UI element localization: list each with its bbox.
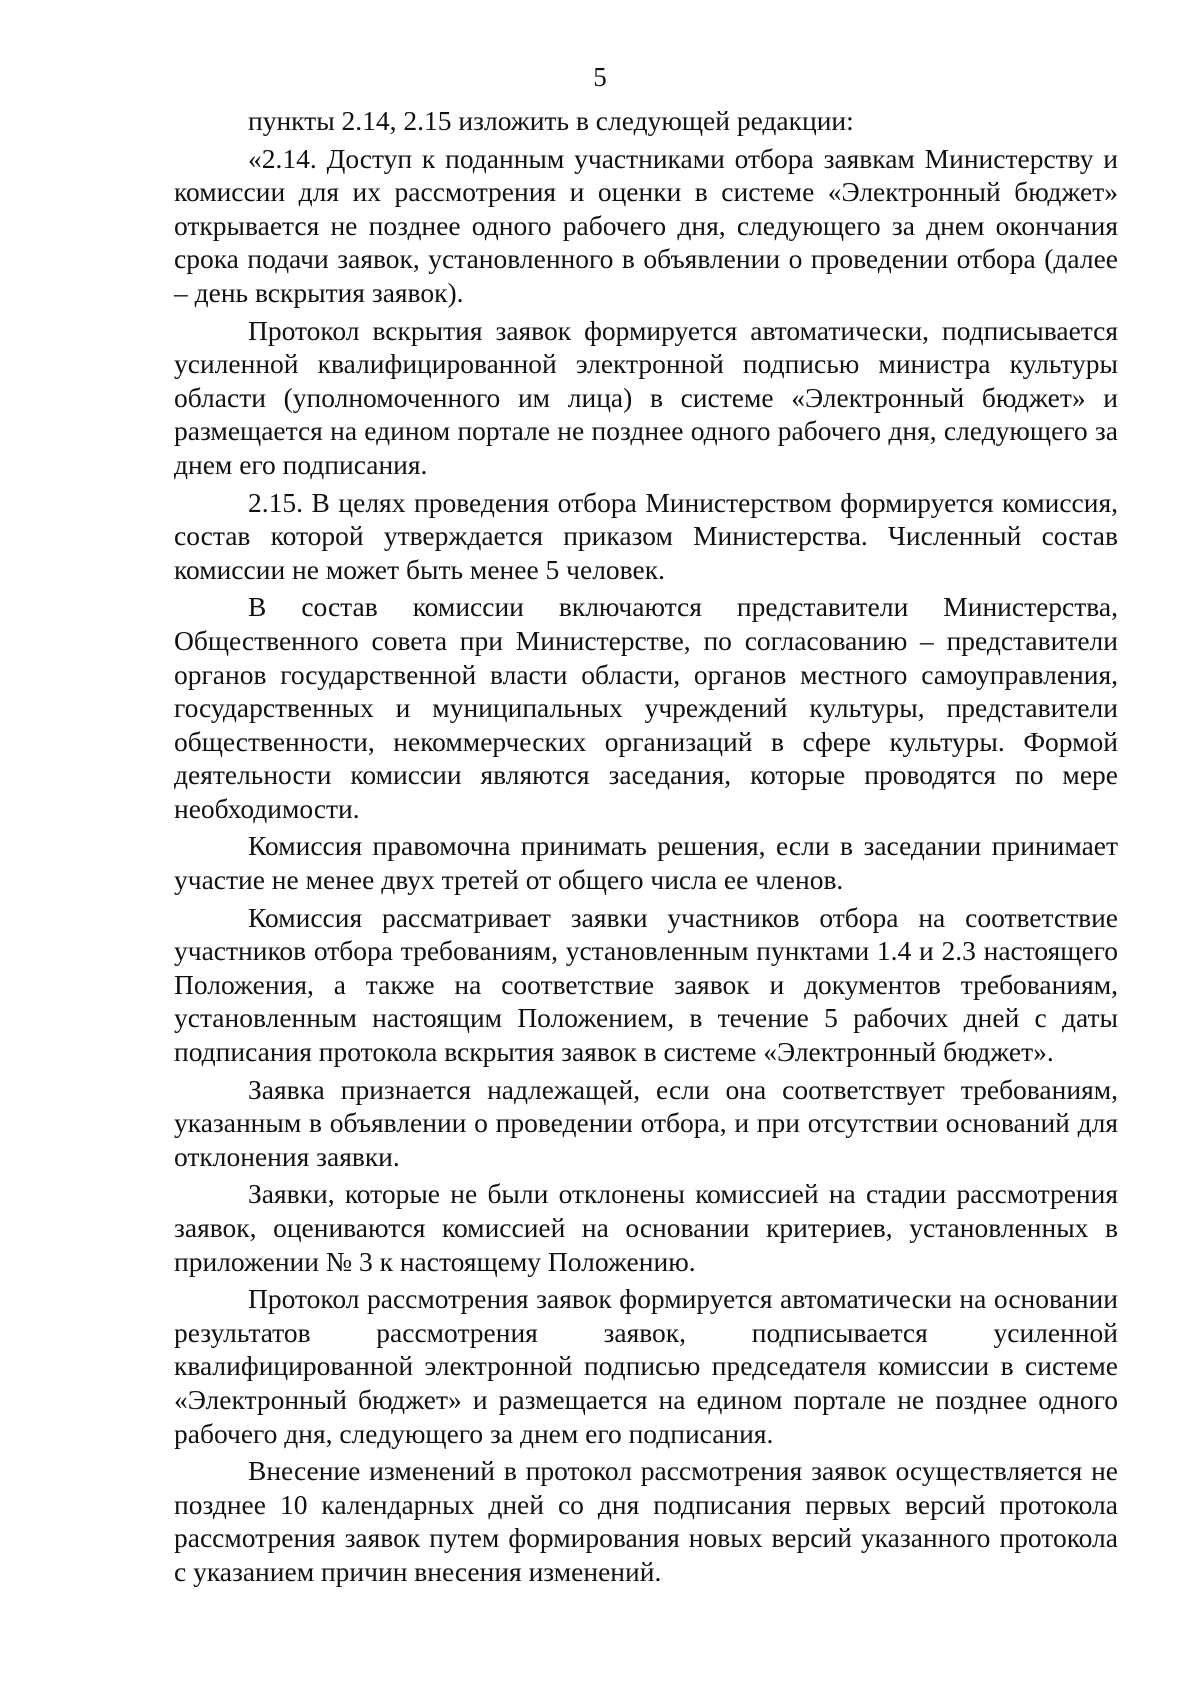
paragraph-2-14: «2.14. Доступ к поданным участниками отбора заявкам Министерству и комиссии для их рассмотрения и оценки в системе «Электронный бюджет» открывается не позднее одного рабочего дня, следующего за днем окончания срока подачи заявок, установленного в объявлении о проведении отбора (далее – день вскрытия заявок). bbox=[174, 142, 1118, 308]
document-body bbox=[174, 104, 1118, 1593]
paragraph-2-15: 2.15. В целях проведения отбора Министерством формируется комиссия, состав которой утверждается приказом Министерства. Численный состав комиссии не может быть менее 5 человек. bbox=[174, 486, 1118, 585]
paragraph-evaluation: Заявки, которые не были отклонены комиссией на стадии рассмотрения заявок, оцениваются комиссией на основании критериев, установленных в приложении № 3 к настоящему Положению. bbox=[174, 1178, 1118, 1277]
paragraph-review: Комиссия рассматривает заявки участников отбора на соответствие участников отбора требованиям, установленным пунктами 1.4 и 2.3 настоящего Положения, а также на соответствие заявок и документов требованиям, установленным настоящим Положением, в течение 5 рабочих дней с даты подписания протокола вскрытия заявок в системе «Электронный бюджет». bbox=[174, 901, 1118, 1068]
paragraph-opening-protocol: Протокол вскрытия заявок формируется автоматически, подписывается усиленной квалифицированной электронной подписью министра культуры области (уполномоченного им лица) в системе «Электронный бюджет» и размещается на едином портале не позднее одного рабочего дня, следующего за днем его подписания. bbox=[174, 314, 1118, 480]
paragraph-quorum: Комиссия правомочна принимать решения, если в заседании принимает участие не менее двух третей от общего числа ее членов. bbox=[174, 830, 1118, 896]
paragraph-review-protocol: Протокол рассмотрения заявок формируется автоматически на основании результатов рассмотрения заявок, подписывается усиленной квалифицированной электронной подписью председателя комиссии в системе «Электронный бюджет» и размещается на едином портале не позднее одного рабочего дня, следующего за днем его подписания. bbox=[174, 1283, 1118, 1449]
paragraph-protocol-changes: Внесение изменений в протокол рассмотрения заявок осуществляется не позднее 10 календарных дней со дня подписания первых версий протокола рассмотрения заявок путем формирования новых версий указанного протокола с указанием причин внесения изменений. bbox=[174, 1455, 1118, 1587]
paragraph-intro: пункты 2.14, 2.15 изложить в следующей редакции: bbox=[248, 105, 854, 136]
paragraph-proper-application: Заявка признается надлежащей, если она соответствует требованиям, указанным в объявлении о проведении отбора, и при отсутствии оснований для отклонения заявки. bbox=[174, 1073, 1118, 1172]
page-number: 5 bbox=[593, 62, 607, 92]
paragraph-commission-composition: В состав комиссии включаются представители Министерства, Общественного совета при Министерстве, по согласованию – представители органов государственной власти области, органов местного самоуправления, государственных и муниципальных учреждений культуры, представители общественности, некоммерческих организаций в сфере культуры. Формой деятельности комиссии являются заседания, которые проводятся по мере необходимости. bbox=[174, 591, 1118, 824]
